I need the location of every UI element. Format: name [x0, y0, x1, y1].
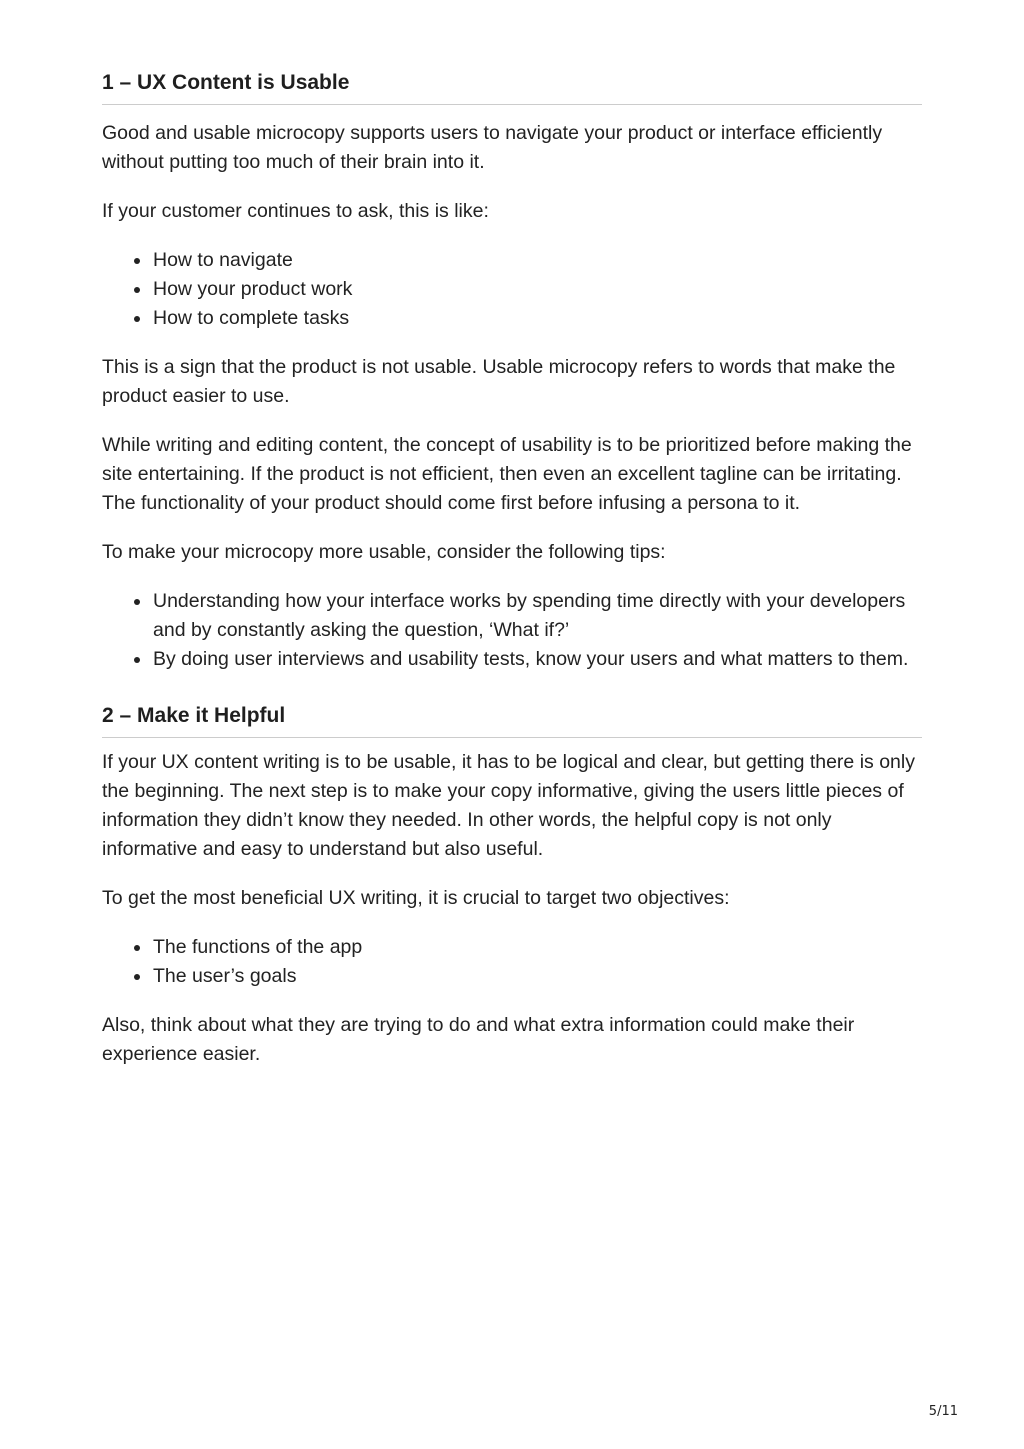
list-item: The functions of the app	[153, 933, 922, 962]
list-item: Understanding how your interface works by spending time directly with your developers and by constantly asking the question, ‘What if?’	[153, 587, 922, 645]
list-item: How to navigate	[153, 246, 922, 275]
section-heading: 2 – Make it Helpful	[102, 703, 922, 738]
section-usable	[102, 70, 922, 674]
document-page	[102, 70, 922, 1069]
paragraph: While writing and editing content, the concept of usability is to be prioritized before making the site entertaining. If the product is not efficient, then even an excellent tagline can be irritating. The functionality of your product should come first before infusing a persona to it.	[102, 434, 912, 515]
list-item: The user’s goals	[153, 962, 922, 991]
page-number: 5/11	[928, 1404, 958, 1419]
paragraph: If your UX content writing is to be usable, it has to be logical and clear, but getting there is only the beginning. The next step is to make your copy informative, giving the users little pieces of information they didn’t know they needed. In other words, the helpful copy is not only informative and easy to understand but also useful.	[102, 751, 915, 861]
paragraph: This is a sign that the product is not usable. Usable microcopy refers to words that make the product easier to use.	[102, 356, 896, 408]
list-item: How your product work	[153, 275, 922, 304]
bullet-list	[102, 587, 922, 674]
bullet-list	[102, 246, 922, 333]
paragraph: To get the most beneficial UX writing, it is crucial to target two objectives:	[102, 887, 730, 910]
paragraph: Good and usable microcopy supports users to navigate your product or interface efficiently without putting too much of their brain into it.	[102, 122, 883, 174]
list-item: By doing user interviews and usability tests, know your users and what matters to them.	[153, 645, 922, 674]
list-item: How to complete tasks	[153, 304, 922, 333]
paragraph: If your customer continues to ask, this is like:	[102, 200, 489, 223]
bullet-list	[102, 933, 922, 991]
paragraph: Also, think about what they are trying to do and what extra information could make their experience easier.	[102, 1014, 855, 1066]
section-heading: 1 – UX Content is Usable	[102, 70, 922, 105]
paragraph: To make your microcopy more usable, consider the following tips:	[102, 541, 666, 564]
section-helpful	[102, 703, 922, 1069]
